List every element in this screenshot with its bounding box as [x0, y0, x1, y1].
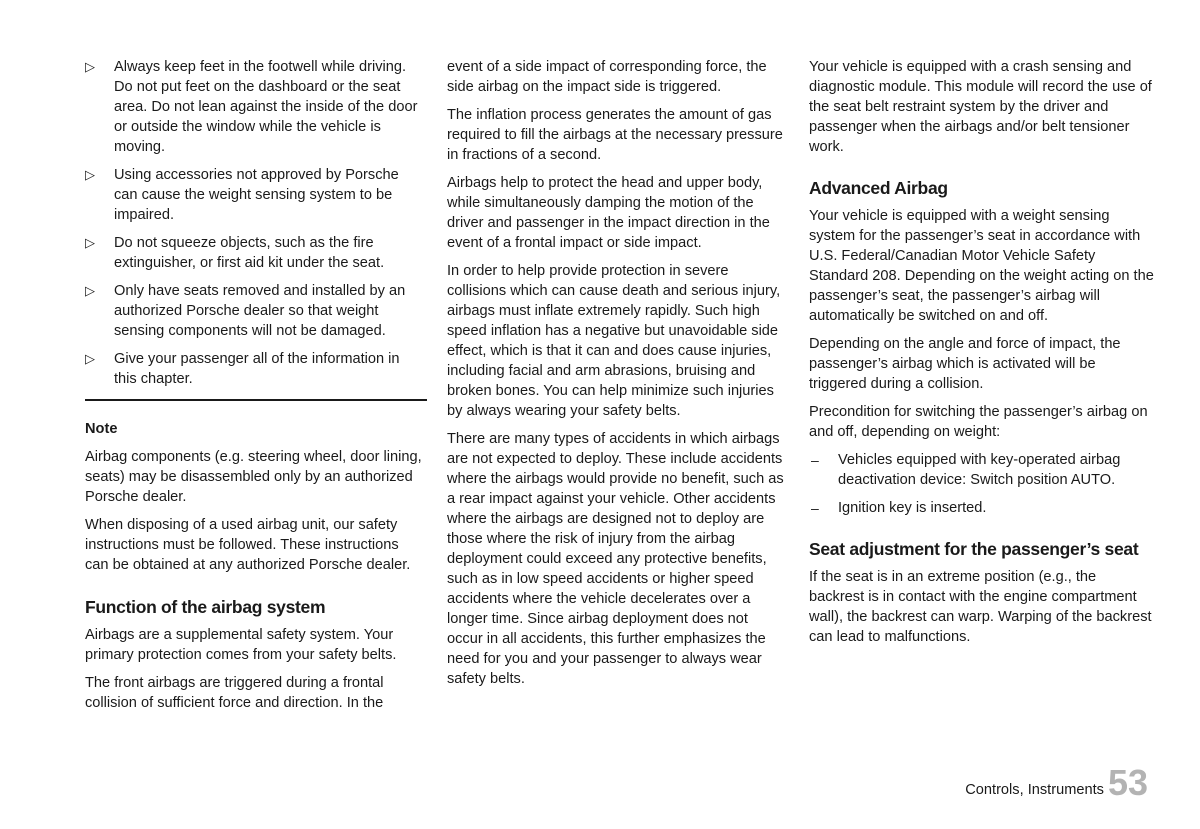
section-heading: Advanced Airbag	[809, 178, 948, 198]
triangle-bullet-icon: ▷	[85, 283, 95, 298]
triangle-bullet-icon: ▷	[85, 167, 95, 182]
list-item: – Vehicles equipped with key-operated airbag deactivation device: Switch position AUTO.	[811, 452, 1121, 488]
paragraph: event of a side impact of corresponding force, the side airbag on the impact side is triggered.	[447, 59, 767, 95]
triangle-bullet-icon: ▷	[85, 235, 95, 250]
paragraph: Precondition for switching the passenger’s airbag on and off, depending on weight:	[809, 404, 1148, 440]
triangle-bullet-icon: ▷	[85, 59, 95, 74]
section-heading: Function of the airbag system	[85, 597, 326, 617]
page-number: 53	[1107, 762, 1148, 803]
paragraph: Airbags are a supplemental safety system. Your primary protection comes from your safety belts.	[85, 627, 397, 663]
list-item: – Ignition key is inserted.	[811, 500, 987, 516]
warning-list	[85, 57, 425, 389]
note-heading: Note	[85, 421, 118, 437]
condition-list	[809, 450, 1154, 518]
paragraph: The front airbags are triggered during a frontal collision of sufficient force and direction. In the	[85, 675, 384, 711]
page-footer	[965, 762, 1148, 803]
triangle-bullet-icon: ▷	[85, 351, 95, 366]
section-heading: Seat adjustment for the passenger’s seat	[809, 539, 1139, 559]
column-3	[809, 57, 1154, 655]
dash-bullet-icon: –	[811, 452, 819, 468]
list-item: ▷ Using accessories not approved by Porsche can cause the weight sensing system to be impaired.	[85, 167, 399, 223]
divider	[85, 399, 427, 401]
list-item: ▷ Always keep feet in the footwell while driving. Do not put feet on the dashboard or the seat area. Do not lean against the inside of the door or outside the window while the vehicle is moving.	[85, 59, 418, 155]
paragraph: If the seat is in an extreme position (e.g., the backrest is in contact with the engine compartment wall), the backrest can warp. Warping of the backrest can lead to malfunctions.	[809, 569, 1152, 645]
list-item: ▷ Only have seats removed and installed by an authorized Porsche dealer so that weight sensing components will not be damaged.	[85, 283, 406, 339]
paragraph: Airbags help to protect the head and upper body, while simultaneously damping the motion of the driver and passenger in the impact direction in the event of a frontal impact or side impact.	[447, 175, 770, 251]
section-title: Controls, Instruments	[965, 782, 1104, 798]
paragraph: Depending on the angle and force of impact, the passenger’s airbag which is activated will be triggered during a collision.	[809, 336, 1121, 392]
paragraph: The inflation process generates the amount of gas required to fill the airbags at the necessary pressure in fractions of a second.	[447, 107, 783, 163]
note-paragraph: Airbag components (e.g. steering wheel, door lining, seats) may be disassembled only by an authorized Porsche dealer.	[85, 449, 422, 505]
column-2	[447, 57, 787, 697]
paragraph: There are many types of accidents in which airbags are not expected to deploy. These include accidents where the airbags would provide no benefit, such as a rear impact against your vehicle. Other accidents where the airbags are designed not to deploy are those where the risk of injury from the airbag deployment could exceed any protective benefits, such as in low speed accidents or higher speed accidents where the vehicle decelerates over a longer time. Since airbag deployment does not occur in all accidents, this further emphasizes the need for you and your passenger to always wear safety belts.	[447, 431, 784, 687]
paragraph: Your vehicle is equipped with a weight sensing system for the passenger’s seat in accordance with U.S. Federal/Canadian Motor Vehicle Safety Standard 208. Depending on the weight acting on the passenger’s seat, the passenger’s airbag will automatically be switched on and off.	[809, 208, 1154, 324]
list-item: ▷ Give your passenger all of the information in this chapter.	[85, 351, 400, 387]
column-1	[85, 57, 425, 721]
dash-bullet-icon: –	[811, 500, 819, 516]
paragraph: In order to help provide protection in severe collisions which can cause death and serious injury, airbags must inflate extremely rapidly. Such high speed inflation has a negative but unavoidable side effect, which is that it can and does cause injuries, including facial and arm abrasions, bruising and broken bones. You can help minimize such injuries by always wearing your safety belts.	[447, 263, 781, 419]
note-paragraph: When disposing of a used airbag unit, our safety instructions must be followed. These instructions can be obtained at any authorized Porsche dealer.	[85, 517, 411, 573]
paragraph: Your vehicle is equipped with a crash sensing and diagnostic module. This module will record the use of the seat belt restraint system by the driver and passenger when the airbags and/or belt tensioner work.	[809, 59, 1152, 155]
list-item: ▷ Do not squeeze objects, such as the fire extinguisher, or first aid kit under the seat.	[85, 235, 385, 271]
